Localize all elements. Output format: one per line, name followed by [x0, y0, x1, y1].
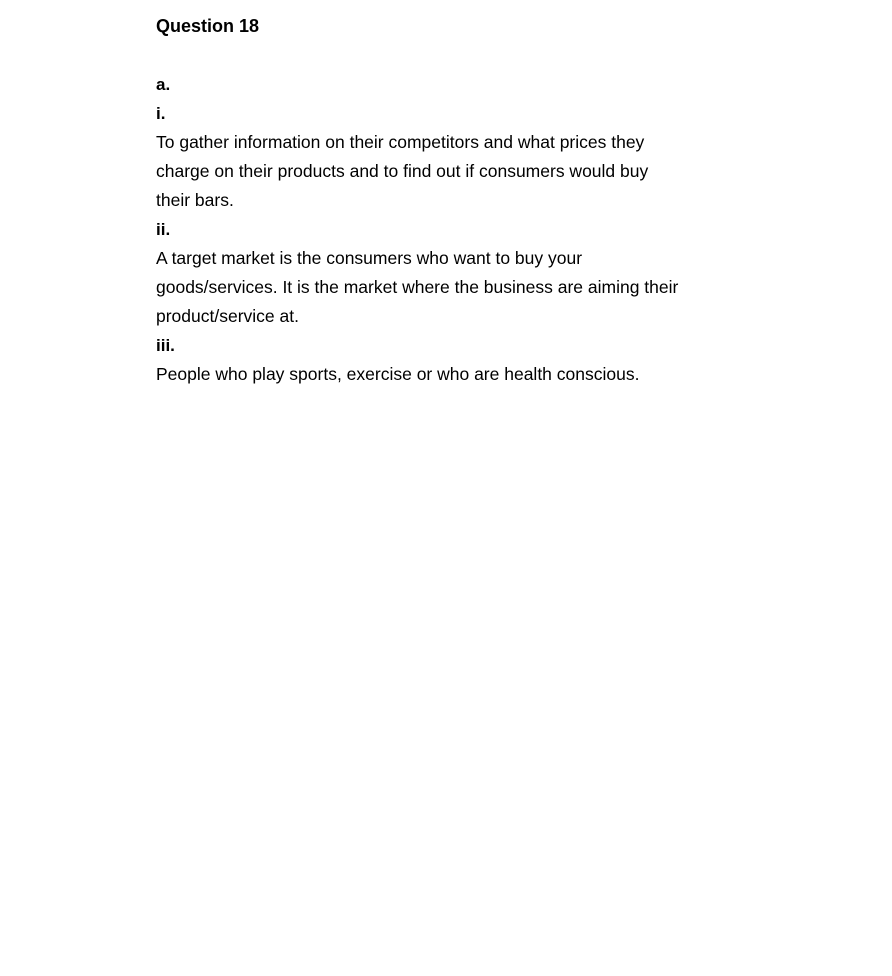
question-title: Question 18 [156, 16, 260, 36]
answer-ii [156, 244, 756, 331]
answer-i [156, 128, 756, 215]
document-page [156, 12, 756, 389]
answer-iii [156, 360, 756, 389]
part-label-a: a. [156, 75, 171, 94]
answer-line: charge on their products and to find out if consumers would buy [156, 161, 649, 181]
answer-line: A target market is the consumers who want to buy your [156, 248, 583, 268]
answer-line: product/service at. [156, 306, 299, 326]
subpart-label-i: i. [156, 104, 166, 123]
answer-line: their bars. [156, 190, 234, 210]
answer-line: To gather information on their competitors and what prices they [156, 132, 645, 152]
answer-line: goods/services. It is the market where the business are aiming their [156, 277, 679, 297]
subpart-label-ii: ii. [156, 220, 171, 239]
subpart-label-iii: iii. [156, 336, 175, 355]
answer-line: People who play sports, exercise or who are health conscious. [156, 364, 640, 384]
